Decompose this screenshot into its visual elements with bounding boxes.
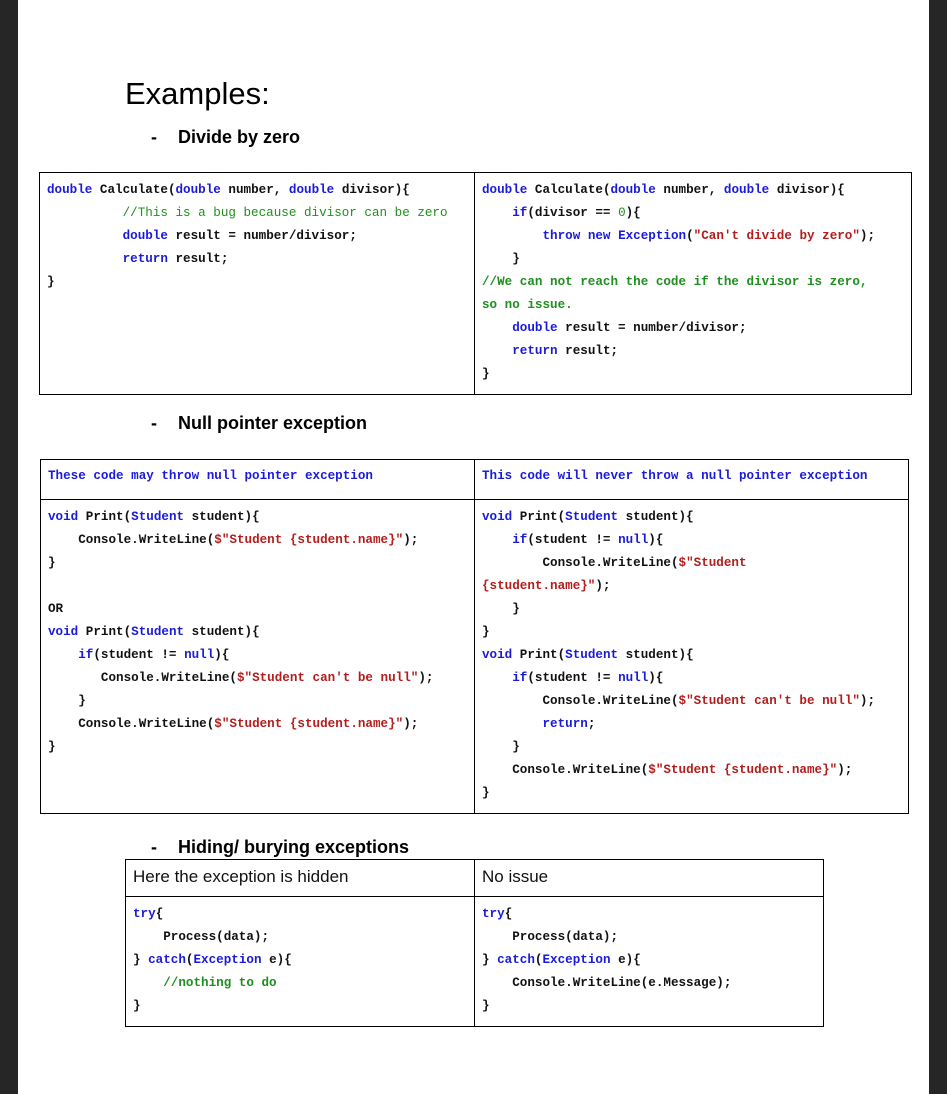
- section-heading-null-pointer: [151, 413, 367, 434]
- code-line: }: [512, 252, 520, 266]
- code-line: }: [78, 694, 86, 708]
- hiding-left-cell: [126, 897, 475, 1027]
- code-line: if(student != null){: [78, 648, 230, 662]
- code-block: [482, 903, 817, 1018]
- hiding-right-cell: [475, 897, 824, 1027]
- code-line: void Print(Student student){: [482, 648, 694, 662]
- code-line: double Calculate(double number, double divisor){: [47, 183, 410, 197]
- code-line: void Print(Student student){: [482, 510, 694, 524]
- code-line: double result = number/divisor;: [512, 321, 747, 335]
- code-line: throw new Exception("Can't divide by zero");: [542, 229, 876, 243]
- code-line: Console.WriteLine($"Student {student.name}");: [78, 717, 419, 731]
- header-text: This code will never throw a null pointer exception: [482, 469, 868, 483]
- header-text: These code may throw null pointer exception: [48, 469, 373, 483]
- code-line: OR: [48, 602, 64, 616]
- null-pointer-table: [40, 459, 909, 814]
- code-line: Console.WriteLine($"Student: [542, 556, 747, 570]
- code-line: }: [482, 367, 490, 381]
- code-line: if(student != null){: [512, 533, 664, 547]
- code-line: {student.name}");: [482, 579, 611, 593]
- code-line: }: [512, 740, 520, 754]
- page-title: Examples:: [125, 76, 270, 111]
- code-line: [47, 202, 468, 225]
- code-block: [482, 506, 902, 805]
- code-line: }: [482, 786, 490, 800]
- code-block: [482, 179, 905, 386]
- hiding-exceptions-table: [125, 859, 824, 1027]
- code-line: }: [47, 275, 55, 289]
- divide-left-cell: [40, 173, 475, 395]
- bullet-marker: -: [151, 837, 157, 857]
- header-text: Here the exception is hidden: [133, 867, 349, 886]
- divide-right-cell: [475, 173, 912, 395]
- hiding-left-header: [126, 860, 475, 897]
- null-right-header: [475, 460, 909, 500]
- code-block: [48, 506, 468, 759]
- code-line: [48, 575, 468, 598]
- code-line: }: [48, 556, 56, 570]
- code-line: return;: [542, 717, 596, 731]
- code-line: void Print(Student student){: [48, 625, 260, 639]
- section-label: Null pointer exception: [178, 413, 368, 433]
- code-line: Console.WriteLine($"Student can't be null");: [100, 671, 434, 685]
- null-left-cell: [41, 500, 475, 814]
- header-text: No issue: [482, 867, 549, 886]
- section-label: Hiding/ burying exceptions: [178, 837, 410, 857]
- bullet-marker: -: [151, 413, 157, 433]
- code-line: void Print(Student student){: [48, 510, 260, 524]
- code-block: [133, 903, 468, 1018]
- code-line: so no issue.: [482, 298, 573, 312]
- code-comment: //This is a bug because divisor can be zero: [122, 206, 448, 220]
- code-line: }: [482, 999, 490, 1013]
- code-line: Process(data);: [163, 930, 270, 944]
- code-line: } catch(Exception e){: [482, 953, 641, 967]
- code-line: try{: [482, 907, 513, 921]
- code-line: return result;: [122, 252, 229, 266]
- code-line: } catch(Exception e){: [133, 953, 292, 967]
- code-line: //nothing to do: [163, 976, 277, 990]
- code-keyword: double: [47, 183, 93, 197]
- document-page: [18, 0, 929, 1094]
- code-line: double Calculate(double number, double divisor){: [482, 183, 845, 197]
- section-heading-hiding-exceptions: [151, 837, 409, 858]
- code-line: try{: [133, 907, 164, 921]
- null-right-cell: [475, 500, 909, 814]
- code-line: return result;: [512, 344, 619, 358]
- code-line: if(student != null){: [512, 671, 664, 685]
- code-line: }: [48, 740, 56, 754]
- code-line: }: [482, 625, 490, 639]
- null-left-header: [41, 460, 475, 500]
- code-line: Console.WriteLine($"Student {student.name}");: [78, 533, 419, 547]
- code-line: Console.WriteLine(e.Message);: [512, 976, 732, 990]
- code-line: double result = number/divisor;: [122, 229, 357, 243]
- bullet-marker: -: [151, 127, 157, 147]
- code-line: if(divisor == 0){: [512, 206, 641, 220]
- divide-by-zero-table: [39, 172, 912, 395]
- code-line: }: [133, 999, 141, 1013]
- code-line: }: [512, 602, 520, 616]
- code-line: //We can not reach the code if the divisor is zero,: [482, 275, 868, 289]
- code-block: [47, 179, 468, 294]
- section-label: Divide by zero: [178, 127, 301, 147]
- hiding-right-header: [475, 860, 824, 897]
- code-line: Console.WriteLine($"Student {student.name}");: [512, 763, 853, 777]
- code-line: Console.WriteLine($"Student can't be null");: [542, 694, 876, 708]
- section-heading-divide-by-zero: [151, 127, 300, 148]
- code-line: Process(data);: [512, 930, 619, 944]
